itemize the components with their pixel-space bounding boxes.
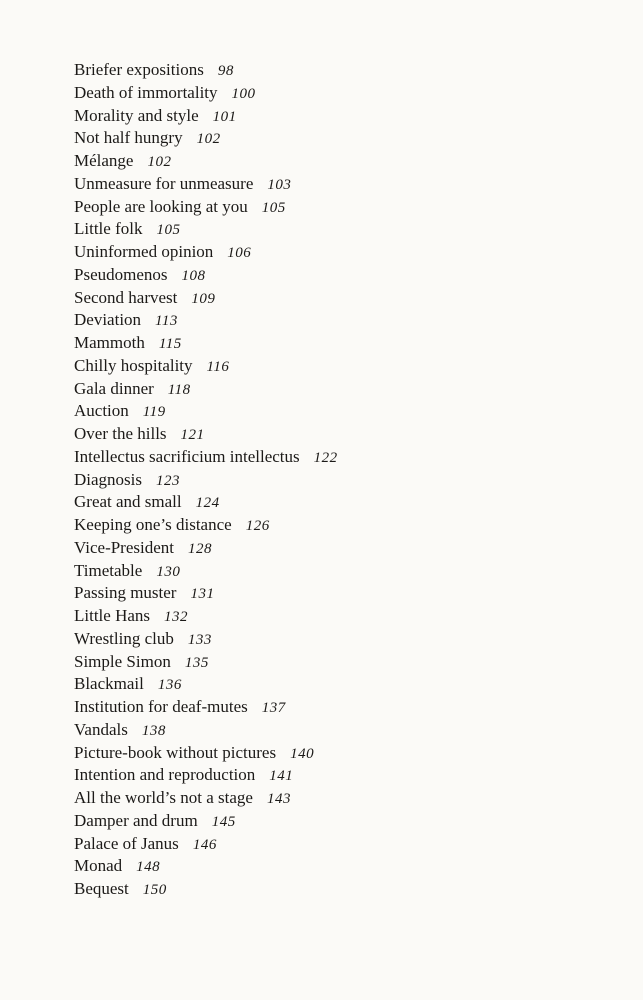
toc-entry-page-number: 118	[167, 381, 191, 398]
toc-entry	[74, 696, 338, 719]
toc-entry-title: Uninformed opinion	[74, 242, 214, 261]
toc-entry-page-number: 124	[195, 495, 220, 512]
toc-entry-title: Simple Simon	[74, 651, 171, 671]
toc-entry-title: Second harvest	[74, 287, 178, 307]
toc-entry	[74, 423, 338, 446]
toc-entry-title: Bequest	[74, 879, 129, 898]
toc-entry-page-number: 105	[261, 199, 286, 216]
toc-entry	[74, 833, 338, 856]
toc-entry	[74, 309, 338, 332]
toc-entry-page-number: 128	[188, 540, 212, 557]
toc-entry-page-number: 122	[313, 449, 338, 466]
toc-entry-page-number: 101	[212, 108, 237, 125]
toc-entry-title: Wrestling club	[74, 628, 174, 648]
toc-entry-page-number: 131	[190, 586, 215, 603]
toc-entry-title: Unmeasure for unmeasure	[74, 173, 254, 193]
toc-entry-title: Deviation	[74, 310, 142, 330]
toc-entry	[74, 218, 338, 241]
toc-entry	[74, 764, 338, 787]
toc-entry	[74, 514, 338, 537]
toc-entry-title: Great and small	[74, 492, 182, 512]
toc-entry-title: Intellectus sacrificium intellectus	[74, 446, 300, 466]
toc-entry-page-number: 135	[184, 654, 209, 671]
toc-entry-title: Pseudomenos	[74, 264, 168, 284]
toc-entry-title: Over the hills	[74, 424, 167, 443]
toc-entry-title: Mammoth	[74, 333, 145, 352]
toc-entry-page-number: 126	[245, 518, 270, 534]
toc-entry	[74, 787, 338, 810]
toc-entry-title: Death of immortality	[74, 82, 218, 102]
toc-entry-title: Palace of Janus	[74, 833, 179, 853]
toc-entry-title: Monad	[74, 856, 123, 876]
toc-entry-page-number: 123	[156, 472, 180, 489]
toc-entry	[74, 878, 338, 901]
toc-entry-title: Auction	[74, 401, 129, 421]
table-of-contents	[74, 59, 338, 901]
toc-entry-title: Briefer expositions	[74, 60, 204, 79]
toc-entry	[74, 673, 338, 696]
toc-entry-page-number: 102	[147, 154, 172, 170]
toc-entry-title: Timetable	[74, 560, 143, 580]
toc-entry-page-number: 115	[158, 336, 182, 352]
toc-entry-page-number: 150	[142, 882, 167, 898]
toc-entry-page-number: 146	[192, 836, 217, 853]
toc-entry	[74, 605, 338, 628]
toc-entry	[74, 378, 338, 401]
toc-entry-page-number: 137	[261, 700, 286, 716]
toc-entry-page-number: 103	[267, 176, 292, 193]
toc-entry	[74, 560, 338, 583]
toc-entry-page-number: 98	[217, 63, 234, 79]
toc-entry-title: Morality and style	[74, 105, 199, 125]
toc-entry-title: Picture-book without pictures	[74, 742, 277, 762]
toc-entry-page-number: 133	[187, 631, 212, 648]
toc-entry	[74, 241, 338, 264]
toc-entry-page-number: 113	[155, 313, 178, 330]
toc-entry	[74, 446, 338, 469]
toc-entry-page-number: 145	[211, 813, 236, 830]
toc-entry-title: Gala dinner	[74, 378, 154, 398]
toc-entry	[74, 582, 338, 605]
toc-entry-page-number: 138	[141, 722, 166, 739]
toc-entry-title: Little Hans	[74, 606, 151, 625]
toc-entry	[74, 810, 338, 833]
toc-entry-page-number: 140	[290, 745, 315, 762]
toc-entry-page-number: 136	[157, 677, 182, 694]
toc-entry-page-number: 141	[269, 768, 294, 785]
toc-entry-page-number: 100	[231, 85, 256, 102]
toc-entry	[74, 82, 338, 105]
toc-entry-title: Chilly hospitality	[74, 355, 193, 375]
toc-entry	[74, 628, 338, 651]
toc-entry	[74, 651, 338, 674]
toc-entry	[74, 105, 338, 128]
toc-entry-title: Intention and reproduction	[74, 765, 256, 785]
toc-entry	[74, 855, 338, 878]
toc-entry-page-number: 108	[181, 267, 206, 284]
toc-entry-page-number: 116	[206, 358, 230, 375]
toc-entry-title: Institution for deaf-mutes	[74, 697, 248, 716]
toc-entry	[74, 59, 338, 82]
toc-entry-title: Vice-President	[74, 537, 174, 557]
toc-entry-page-number: 109	[191, 290, 216, 307]
toc-entry-page-number: 105	[156, 222, 181, 239]
toc-entry-page-number: 121	[180, 427, 205, 443]
toc-entry-page-number: 130	[156, 563, 181, 580]
toc-entry-page-number: 106	[227, 245, 252, 261]
toc-entry-title: Keeping one’s distance	[74, 515, 232, 534]
toc-entry	[74, 469, 338, 492]
toc-entry-title: Little folk	[74, 219, 143, 239]
toc-entry-title: Blackmail	[74, 674, 144, 694]
toc-entry	[74, 196, 338, 219]
toc-entry	[74, 127, 338, 150]
toc-entry	[74, 355, 338, 378]
toc-entry-title: People are looking at you	[74, 196, 248, 216]
toc-entry-title: All the world’s not a stage	[74, 788, 253, 807]
toc-entry-title: Damper and drum	[74, 810, 198, 830]
toc-entry-page-number: 102	[196, 131, 221, 148]
toc-entry	[74, 491, 338, 514]
toc-entry-title: Vandals	[74, 719, 128, 739]
toc-entry	[74, 287, 338, 310]
toc-entry	[74, 150, 338, 173]
toc-entry-page-number: 132	[164, 609, 189, 625]
toc-entry-title: Not half hungry	[74, 128, 183, 148]
toc-entry	[74, 332, 338, 355]
toc-entry	[74, 537, 338, 560]
toc-entry-title: Diagnosis	[74, 469, 142, 489]
toc-entry	[74, 400, 338, 423]
toc-entry	[74, 173, 338, 196]
toc-entry-page-number: 119	[142, 404, 166, 421]
toc-entry-page-number: 143	[266, 791, 291, 807]
toc-entry-title: Mélange	[74, 151, 134, 170]
toc-entry	[74, 264, 338, 287]
toc-entry	[74, 742, 338, 765]
toc-entry	[74, 719, 338, 742]
toc-entry-title: Passing muster	[74, 583, 177, 603]
toc-entry-page-number: 148	[136, 859, 161, 876]
